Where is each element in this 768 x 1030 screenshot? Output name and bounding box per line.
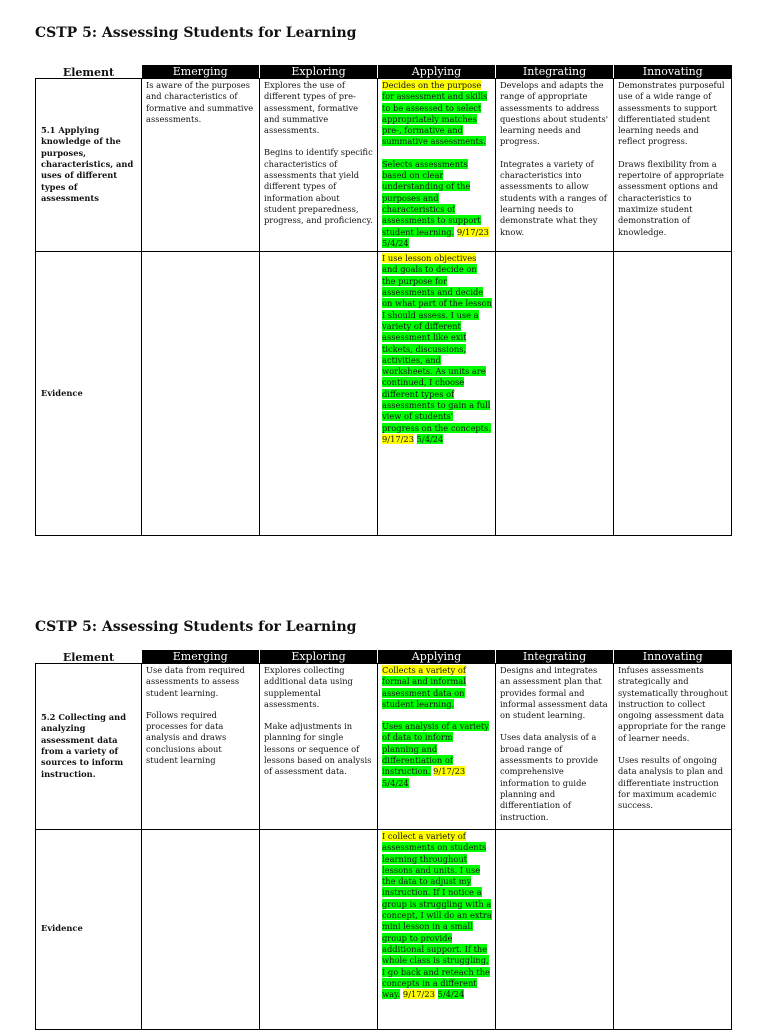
descriptor-paragraph: [382, 721, 492, 789]
evidence-exploring[interactable]: [260, 252, 378, 536]
descriptor-paragraph: Explores collecting additional data using supplemental assessments.: [264, 665, 353, 709]
integrating-descriptor: [496, 79, 614, 252]
descriptor-paragraph: [382, 665, 492, 710]
yellow-highlight: I collect a variety of: [382, 831, 466, 841]
element-name: 5.2 Collecting and analyzing assessment data from a variety of sources to inform instruction.: [36, 664, 142, 830]
date-stamp-yellow: 9/17/23: [402, 989, 435, 1000]
level-innovating: Innovating: [614, 650, 732, 664]
green-highlight: for assessment and skills to be assessed to select appropriately matches pre-, formative and summative assessments.: [382, 91, 488, 147]
descriptor-paragraph: Use data from required assessments to assess student learning.: [146, 665, 245, 698]
date-stamp-yellow: 9/17/23: [382, 433, 414, 444]
level-header-row: [36, 65, 732, 79]
evidence-innovating[interactable]: [614, 252, 732, 536]
descriptor-paragraph: Make adjustments in planning for single lessons or sequence of lessons based on analysis of assessment data.: [264, 721, 372, 777]
evidence-row: [36, 830, 732, 1030]
element-header: Element: [36, 65, 142, 79]
emerging-descriptor: [142, 664, 260, 830]
rubric-table: [35, 650, 732, 1030]
applying-descriptor: [378, 79, 496, 252]
rubric-section-1: [35, 25, 731, 545]
descriptor-paragraph: Infuses assessments strategically and systematically throughout instruction to collect ongoing assessment data appropriate for the range of learner needs.: [618, 665, 728, 743]
yellow-highlight: I use lesson objectives: [382, 253, 477, 264]
evidence-applying[interactable]: [378, 252, 496, 536]
section-title: CSTP 5: Assessing Students for Learning: [35, 619, 357, 635]
date-stamp-yellow: 9/17/23: [433, 766, 466, 777]
date-stamp-green: 5/4/24: [437, 989, 465, 1000]
descriptor-paragraph: Explores the use of different types of pre-assessment, formative and summative assessments.: [264, 80, 359, 136]
green-highlight: formal and informal assessment data on student learning.: [382, 676, 466, 709]
green-highlight: and goals to decide on the purpose for assessments and decide on what part of the lesson I should assess. I use a variety of different assessment like exit tickets, discussions, activities, and worksheets. As units are continued, I choose different types of assessments to gain a full view of students' progress on the concepts.: [382, 264, 492, 433]
level-emerging: Emerging: [142, 65, 260, 79]
level-integrating: Integrating: [496, 650, 614, 664]
descriptor-paragraph: Follows required processes for data analysis and draws conclusions about student learning: [146, 709, 227, 766]
evidence-integrating[interactable]: [496, 252, 614, 536]
descriptor-paragraph: [382, 80, 492, 148]
descriptor-row: [36, 664, 732, 830]
level-applying: Applying: [378, 65, 496, 79]
rubric-table: [35, 65, 732, 536]
descriptor-paragraph: Integrates a variety of characteristics into assessments to allow students with a ranges of learning needs to demonstrate what they know.: [500, 158, 607, 237]
evidence-exploring[interactable]: [260, 830, 378, 1030]
evidence-row: [36, 252, 732, 536]
descriptor-paragraph: Develops and adapts the range of appropriate assessments to address questions about students' learning needs and progress.: [500, 80, 608, 147]
element-header: Element: [36, 650, 142, 664]
descriptor-paragraph: Demonstrates purposeful use of a wide range of assessments to support differentiated student learning needs and reflect progress.: [618, 80, 725, 147]
yellow-highlight: Decides on the purpose: [382, 80, 482, 90]
level-integrating: Integrating: [496, 65, 614, 79]
descriptor-paragraph: Uses results of ongoing data analysis to plan and differentiate instruction for maximum academic success.: [618, 755, 724, 811]
level-exploring: Exploring: [260, 65, 378, 79]
evidence-emerging[interactable]: [142, 252, 260, 536]
rubric-section-2: [35, 619, 731, 1024]
descriptor-row: [36, 79, 732, 252]
date-stamp-green: 5/4/24: [416, 433, 444, 444]
section-title: CSTP 5: Assessing Students for Learning: [35, 25, 357, 41]
yellow-highlight: Collects a variety of: [382, 665, 466, 675]
innovating-descriptor: [614, 79, 732, 252]
exploring-descriptor: [260, 664, 378, 830]
level-header-row: [36, 650, 732, 664]
evidence-applying[interactable]: [378, 830, 496, 1030]
descriptor-paragraph: Designs and integrates an assessment plan that provides formal and informal assessment data on student learning.: [500, 665, 608, 721]
level-applying: Applying: [378, 650, 496, 664]
evidence-label: Evidence: [36, 830, 142, 1030]
descriptor-paragraph: Begins to identify specific characteristics of assessments that yield different types of information about student preparedness, progress, and proficiency.: [264, 147, 373, 226]
applying-descriptor: [378, 664, 496, 830]
level-innovating: Innovating: [614, 65, 732, 79]
descriptor-paragraph: Draws flexibility from a repertoire of appropriate assessment options and characteristics to maximize student demonstration of knowledge.: [618, 158, 724, 237]
descriptor-paragraph: [382, 159, 492, 249]
descriptor-paragraph: Uses data analysis of a broad range of assessments to provide comprehensive information to guide planning and differentiation of instruction.: [500, 732, 599, 822]
evidence-emerging[interactable]: [142, 830, 260, 1030]
green-highlight: assessments on students learning throughout lessons and units. I use the data to adjust my instruction. If I notice a group is struggling with a concept, I will do an extra mini lesson in a small group to provide additional support. If the whole class is struggling, I go back and reteach the concepts in a different way.: [382, 842, 492, 1000]
evidence-innovating[interactable]: [614, 830, 732, 1030]
level-exploring: Exploring: [260, 650, 378, 664]
emerging-descriptor: [142, 79, 260, 252]
date-stamp-green: 5/4/24: [382, 777, 409, 788]
exploring-descriptor: [260, 79, 378, 252]
date-stamp-green: 5/4/24: [382, 237, 409, 248]
green-highlight: Uses analysis of a variety of data to inform planning and differentiation of instruction.: [382, 721, 489, 777]
integrating-descriptor: [496, 664, 614, 830]
level-emerging: Emerging: [142, 650, 260, 664]
element-name: 5.1 Applying knowledge of the purposes, characteristics, and uses of different types of assessments: [36, 79, 142, 252]
green-highlight: Selects assessments based on clear understanding of the purposes and characteristics of assessments to support student learning.: [382, 158, 481, 237]
innovating-descriptor: [614, 664, 732, 830]
evidence-label: Evidence: [36, 252, 142, 536]
date-stamp-yellow: 9/17/23: [456, 226, 489, 237]
descriptor-paragraph: Is aware of the purposes and characteristics of formative and summative assessments.: [146, 80, 254, 124]
evidence-integrating[interactable]: [496, 830, 614, 1030]
